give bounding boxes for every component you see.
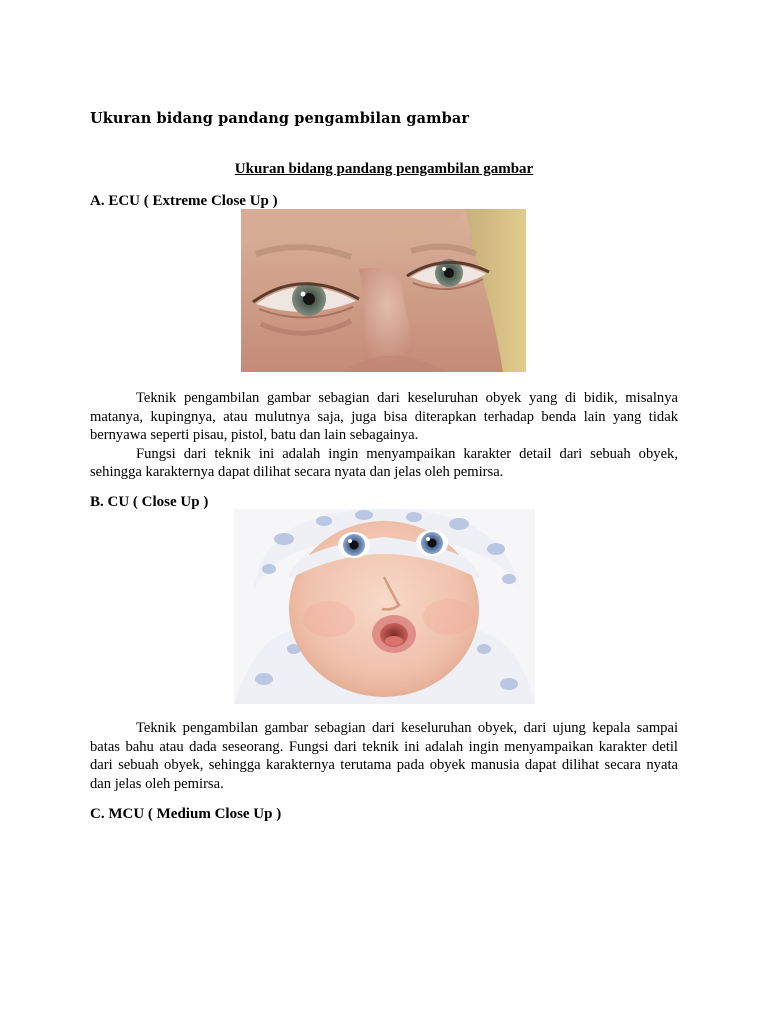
ecu-eyes-photo — [241, 209, 526, 372]
cu-description — [90, 719, 678, 793]
section-heading-mcu: C. MCU ( Medium Close Up ) — [90, 806, 282, 822]
page-heading: Ukuran bidang pandang pengambilan gambar — [90, 110, 470, 127]
section-heading-ecu: A. ECU ( Extreme Close Up ) — [90, 193, 278, 209]
document-title: Ukuran bidang pandang pengambilan gambar — [234, 161, 534, 177]
ecu-paragraph-1: Teknik pengambilan gambar sebagian dari keseluruhan obyek yang di bidik, misalnya matanya, kupingnya, atau mulutnya saja, juga bisa diterapkan terhadap benda lain yang tidak bernyawa seperti pisau, pistol, batu dan lain sebagainya. — [90, 390, 678, 443]
cu-paragraph-1: Teknik pengambilan gambar sebagian dari keseluruhan obyek, dari ujung kepala sampai batas bahu atau dada seseorang. Fungsi dari teknik ini adalah ingin menyampaikan karakter detil dari sebuah obyek, sehingga karakternya terutama pada obyek manusia dapat dilihat secara nyata dan jelas oleh pemirsa. — [90, 720, 678, 792]
ecu-description — [90, 389, 678, 482]
cu-baby-photo — [234, 509, 535, 704]
section-heading-cu: B. CU ( Close Up ) — [90, 494, 209, 510]
ecu-paragraph-2: Fungsi dari teknik ini adalah ingin menyampaikan karakter detail dari sebuah obyek, sehingga karakternya dapat dilihat secara nyata dan jelas oleh pemirsa. — [90, 445, 678, 480]
